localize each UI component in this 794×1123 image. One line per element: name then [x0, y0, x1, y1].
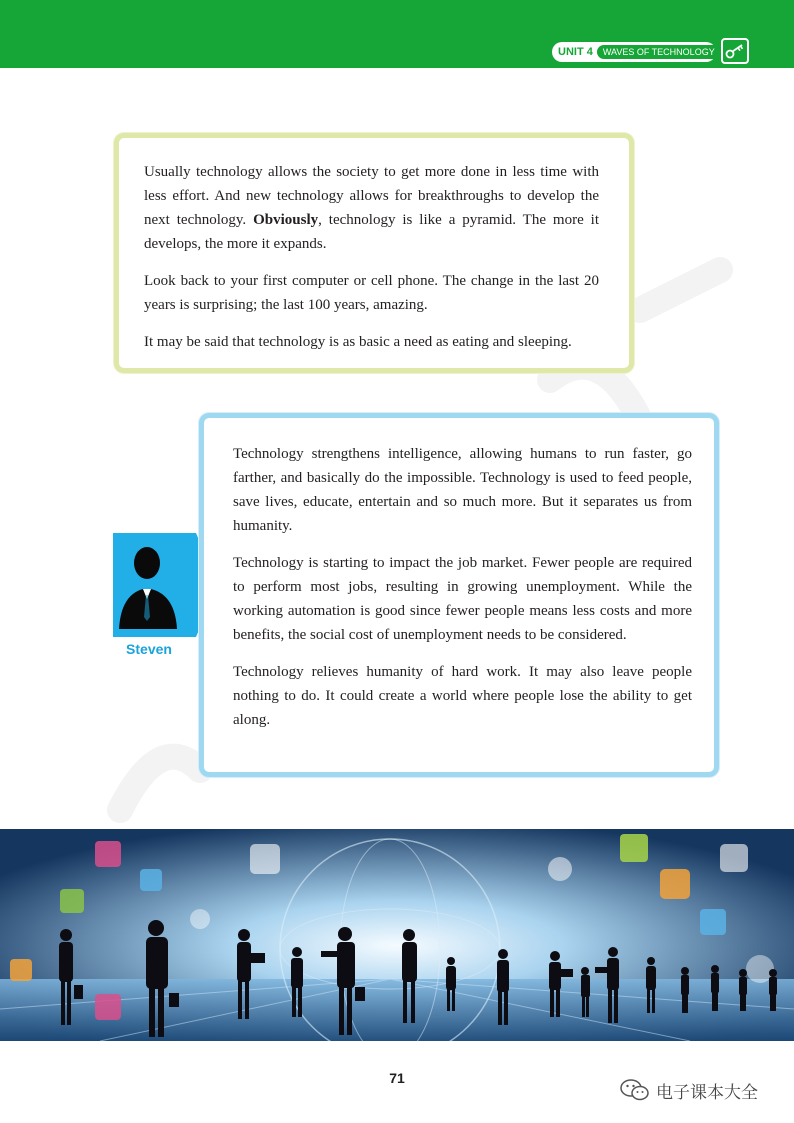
opinion-paragraph-3: Technology relieves humanity of hard work. It may also leave people nothing to do. It could create a world where people lose the ability to get along.: [233, 664, 692, 728]
unit-title: WAVES OF TECHNOLOGY: [597, 45, 721, 59]
wechat-account-name: 电子课本大全: [656, 1082, 758, 1103]
key-icon: [721, 38, 749, 64]
wechat-watermark: [620, 1077, 758, 1103]
intro-paragraph-3: It may be said that technology is as basic a need as eating and sleeping.: [144, 334, 572, 350]
unit-badge: [552, 42, 716, 62]
unit-label: UNIT 4: [558, 46, 593, 58]
technology-silhouettes-illustration: [0, 829, 794, 1041]
technology-banner-image: [0, 829, 794, 1041]
opinion-paragraph-2: Technology is starting to impact the job market. Fewer people are required to perform most jobs, resulting in growing unemployment. While the working automation is good since fewer people means less costs and more benefits, the social cost of unemployment needs to be considered.: [233, 555, 692, 643]
speaker-name: Steven: [126, 641, 172, 657]
intro-paragraph-1: Usually technology allows the society to get more done in less time with less effort. And new technology allows for breakthroughs to develop the next technology. Obviously, technology is like a pyramid. The more it develops, the more it expands.: [144, 164, 599, 252]
emphasis-word: Obviously: [253, 212, 319, 228]
steven-opinion-box: [199, 413, 719, 777]
speaker-avatar: [113, 533, 187, 637]
businessman-silhouette-icon: [113, 533, 187, 637]
wechat-icon: [620, 1079, 650, 1101]
opinion-paragraph-1: Technology strengthens intelligence, allowing humans to run faster, go farther, and basically do the impossible. Technology is used to feed people, save lives, educate, entertain and so much more. But it separates us from humanity.: [233, 446, 692, 534]
header-bar: [0, 0, 794, 68]
page-number: 71: [389, 1070, 405, 1086]
intro-text-box: [114, 133, 634, 373]
intro-paragraph-2: Look back to your first computer or cell phone. The change in the last 20 years is surprising; the last 100 years, amazing.: [144, 273, 599, 313]
